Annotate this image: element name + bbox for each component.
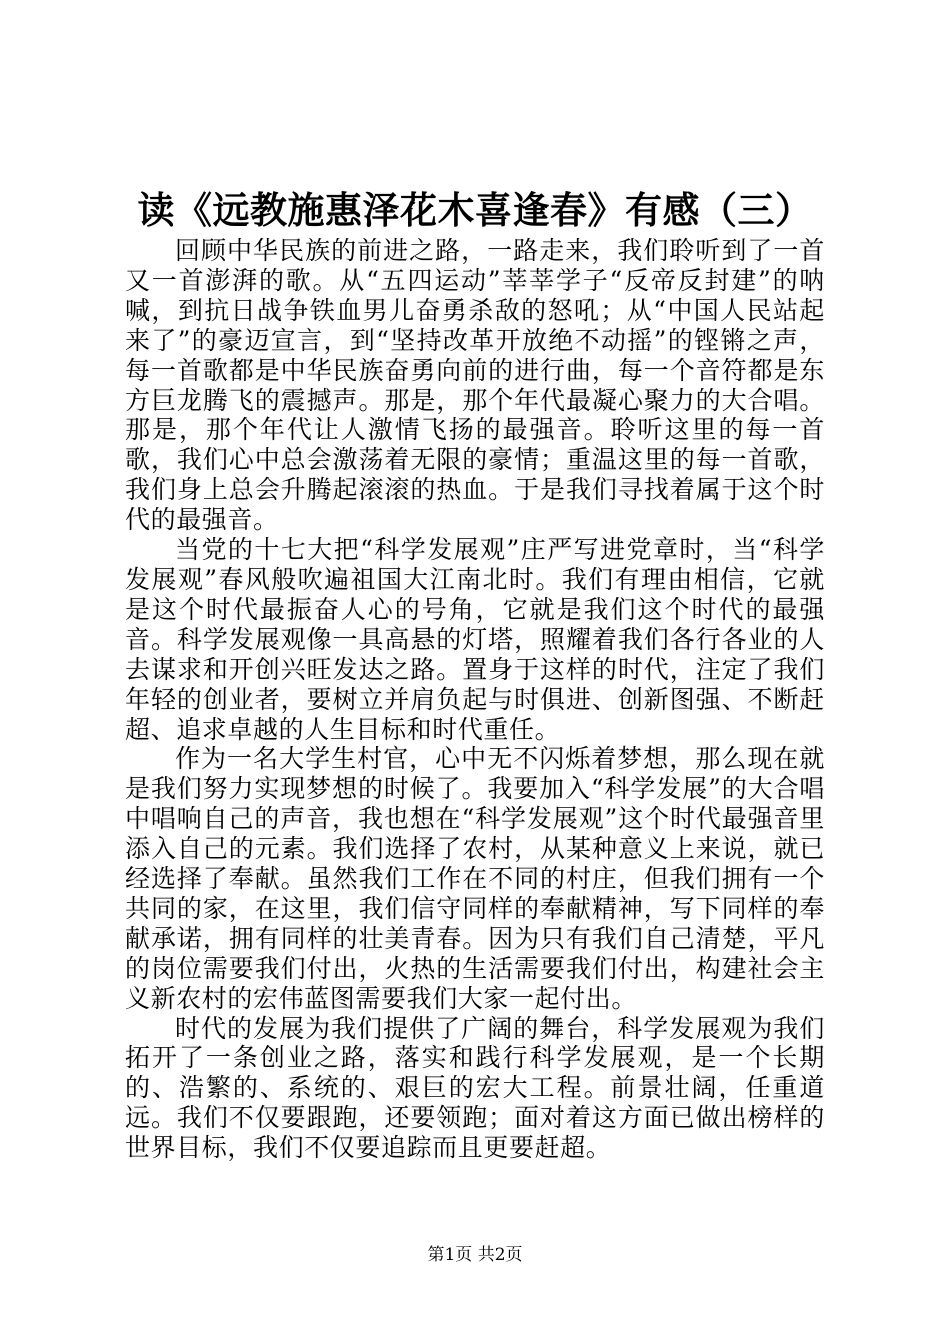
paragraph-1: 回顾中华民族的前进之路，一路走来，我们聆听到了一首又一首澎湃的歌。从“五四运动”莘莘学子“反帝反封建”的呐喊，到抗日战争铁血男儿奋勇杀敌的怒吼；从“中国人民站起来了”的豪迈宣言，到“坚持改革开放绝不动摇”的铿锵之声，每一首歌都是中华民族奋勇向前的进行曲，每一个音符都是东方巨龙腾飞的震撼声。那是，那个年代最凝心聚力的大合唱。那是，那个年代让人激情飞扬的最强音。聆听这里的每一首歌，我们心中总会激荡着无限的豪情；重温这里的每一首歌，我们身上总会升腾起滚滚的热血。于是我们寻找着属于这个时代的最强音。 — [125, 236, 825, 535]
document-title: 读《远教施惠泽花木喜逢春》有感（三） — [137, 188, 813, 232]
paragraph-3: 作为一名大学生村官，心中无不闪烁着梦想，那么现在就是我们努力实现梦想的时候了。我要加入“科学发展”的大合唱中唱响自己的声音，我也想在“科学发展观”这个时代最强音里添入自己的元素。我们选择了农村，从某种意义上来说，就已经选择了奉献。虽然我们工作在不同的村庄，但我们拥有一个共同的家，在这里，我们信守同样的奉献精神，写下同样的奉献承诺，拥有同样的壮美青春。因为只有我们自己清楚，平凡的岗位需要我们付出，火热的生活需要我们付出，构建社会主义新农村的宏伟蓝图需要我们大家一起付出。 — [125, 744, 825, 1013]
paragraph-4: 时代的发展为我们提供了广阔的舞台，科学发展观为我们拓开了一条创业之路，落实和践行科学发展观，是一个长期的、浩繁的、系统的、艰巨的宏大工程。前景壮阔，任重道远。我们不仅要跟跑，还要领跑；面对着这方面已做出榜样的世界目标，我们不仅要追踪而且更要赶超。 — [125, 1013, 825, 1163]
paragraph-2: 当党的十七大把“科学发展观”庄严写进党章时，当“科学发展观”春风般吹遍祖国大江南北时。我们有理由相信，它就是这个时代最振奋人心的号角，它就是我们这个时代的最强音。科学发展观像一具高悬的灯塔，照耀着我们各行各业的人去谋求和开创兴旺发达之路。置身于这样的时代，注定了我们年轻的创业者，要树立并肩负起与时俱进、创新图强、不断赶超、追求卓越的人生目标和时代重任。 — [125, 535, 825, 744]
page-number-footer: 第1页 共2页 — [427, 1245, 523, 1265]
document-body — [125, 236, 825, 1163]
